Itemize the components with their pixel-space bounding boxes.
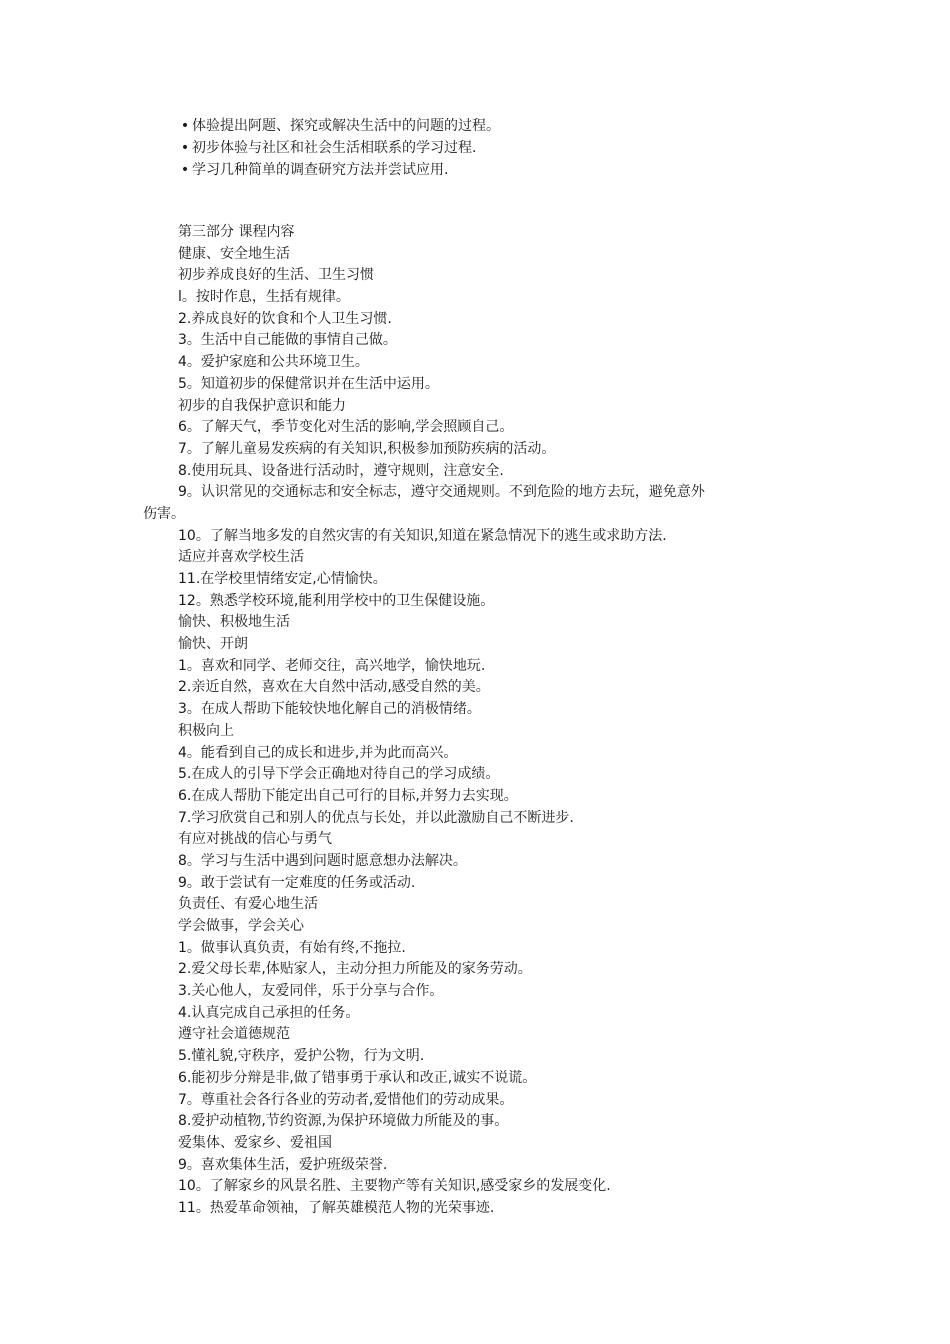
section-heading: 第三部分 课程内容 (178, 224, 295, 240)
list-item: 8.爱护动植物,节约资源,为保护环境做力所能及的事。 (178, 1113, 509, 1130)
list-item: 2.爱父母长辈,体贴家人，主动分担力所能及的家务劳动。 (178, 961, 532, 978)
subcategory-heading: 有应对挑战的信心与勇气 (178, 831, 332, 848)
subcategory-heading: 愉快、开朗 (178, 636, 248, 653)
list-item: 3.关心他人，友爱同伴，乐于分享与合作。 (178, 983, 444, 1000)
list-item: 5.懂礼貌,守秩序，爱护公物，行为文明. (178, 1048, 425, 1065)
list-item: 2.亲近自然，喜欢在大自然中活动,感受自然的美。 (178, 679, 490, 696)
subcategory-heading: 初步养成良好的生活、卫生习惯 (178, 267, 374, 284)
list-item: 12。熟悉学校环境,能利用学校中的卫生保健设施。 (178, 592, 495, 609)
list-item: 4.认真完成自己承担的任务。 (178, 1004, 360, 1021)
list-item: 3。生活中自己能做的事情自己做。 (178, 332, 397, 349)
category-heading: 健康、安全地生活 (178, 245, 290, 262)
list-item: 7。尊重社会各行各业的劳动者,爱惜他们的劳动成果。 (178, 1091, 514, 1108)
bullet-item: • 初步体验与社区和社会生活相联系的学习过程. (178, 137, 878, 159)
list-item: 7.学习欣赏自己和别人的优点与长处，并以此激励自己不断进步. (178, 809, 574, 826)
list-item: 6.在成人帮肋下能定出自己可行的目标,并努力去实现。 (178, 787, 518, 804)
list-item: 5.在成人的引导下学会正确地对待自己的学习成绩。 (178, 766, 500, 783)
list-item-continuation: 伤害。 (143, 505, 185, 522)
bullet-dot-icon: • (180, 162, 190, 178)
bullet-list (178, 115, 878, 181)
list-item: 3。在成人帮助下能较快地化解自己的消极情绪。 (178, 701, 481, 718)
bullet-dot-icon: • (180, 140, 190, 156)
list-item: 1。做事认真负责，有始有终,不拖拉. (178, 939, 406, 956)
list-item: 1。喜欢和同学、老师交往，高兴地学，愉快地玩. (178, 657, 486, 674)
bullet-item: • 学习几种简单的调查研究方法并尝试应用. (178, 159, 878, 181)
subcategory-heading: 爱集体、爱家乡、爱祖国 (178, 1134, 332, 1151)
list-item: 7。了解儿童易发疾病的有关知识,积极参加预防疾病的活动。 (178, 440, 556, 457)
list-item: 4。能看到自己的成长和进步,并为此而高兴。 (178, 744, 458, 761)
category-heading: 愉快、积极地生活 (178, 614, 290, 631)
list-item: 8。学习与生活中遇到问题时愿意想办法解决。 (178, 852, 467, 869)
bullet-dot-icon: • (180, 118, 190, 134)
list-item: 6.能初步分辩是非,做了错事勇于承认和改正,诚实不说谎。 (178, 1069, 537, 1086)
subcategory-heading: 学会做事，学会关心 (178, 918, 304, 934)
list-item: 11。热爱革命领袖，了解英雄模范人物的光荣事迹. (178, 1199, 495, 1216)
list-item: 9。喜欢集体生活，爱护班级荣誉. (178, 1156, 388, 1173)
list-item: 10。了解当地多发的自然灾害的有关知识,知道在紧急情况下的逃生或求助方法. (178, 527, 667, 544)
subcategory-heading: 初步的自我保护意识和能力 (178, 397, 346, 414)
subcategory-heading: 遵守社会道德规范 (178, 1026, 290, 1043)
list-item: 9。认识常见的交通标志和安全标志，遵守交通规则。不到危险的地方去玩，避免意外 (178, 484, 705, 501)
list-item: 2.养成良好的饮食和个人卫生习惯. (178, 310, 392, 327)
list-item: 4。爱护家庭和公共环境卫生。 (178, 354, 369, 371)
list-item: 5。知道初步的保健常识并在生活中运用。 (178, 375, 439, 392)
list-item: 8.使用玩具、设备进行活动时，遵守规则，注意安全. (178, 462, 504, 479)
list-item: 10。了解家乡的风景名胜、主要物产等有关知识,感受家乡的发展变化. (178, 1178, 611, 1195)
list-item: l。按时作息，生括有规律。 (178, 289, 350, 306)
list-item: 9。敢于尝试有一定难度的任务或活动. (178, 874, 416, 891)
category-heading: 负责任、有爱心地生活 (178, 896, 318, 913)
list-item: 11.在学校里情绪安定,心情愉快。 (178, 571, 387, 587)
list-item: 6。了解天气，季节变化对生活的影响,学会照顾自己。 (178, 419, 514, 436)
bullet-item: • 体验提出阿题、探究或解决生活中的问题的过程。 (178, 115, 878, 137)
subcategory-heading: 积极向上 (178, 722, 234, 739)
course-content (143, 222, 838, 1220)
subcategory-heading: 适应并喜欢学校生活 (178, 549, 304, 566)
